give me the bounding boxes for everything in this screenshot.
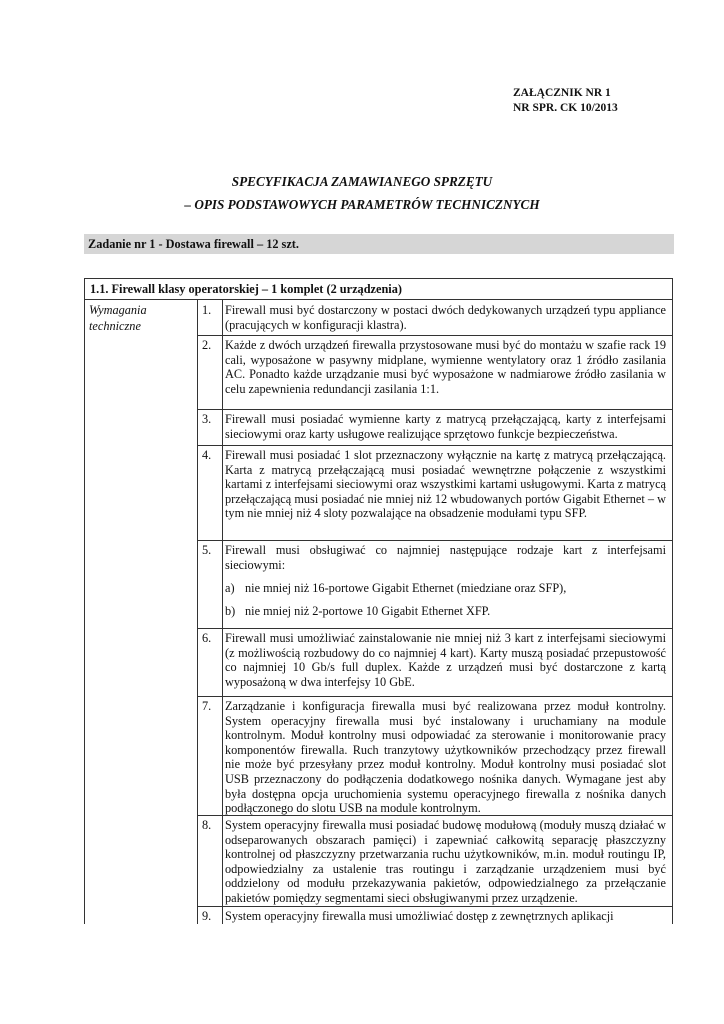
requirement-text: Każde z dwóch urządzeń firewalla przystosowane musi być do montażu w szafie rack 19 cali, wyposażone w pasywny midplane, wymienne wentylatory oraz 1 źródło zasilania AC. Ponadto każde urządzanie musi być wyposażone w nadmiarowe źródło zasilania w celu zapewnienia redundancji zasilania 1:1. [225,338,666,396]
requirement-text: Firewall musi być dostarczony w postaci dwóch dedykowanych urządzeń typu appliance (pracujących w konfiguracji klastra). [225,303,666,332]
requirements-label-line-1: Wymagania [89,303,147,317]
requirement-number: 7. [202,699,212,713]
task-heading: Zadanie nr 1 - Dostawa firewall – 12 szt. [84,234,674,254]
requirement-number: 2. [202,338,212,352]
spec-table-heading: 1.1. Firewall klasy operatorskiej – 1 komplet (2 urządzenia) [85,279,672,300]
requirement-item [198,448,672,521]
requirement-number: 6. [202,631,212,645]
subitem-text: nie mniej niż 2-portowe 10 Gigabit Ethernet XFP. [245,603,491,618]
requirement-item [198,303,672,332]
requirement-number: 5. [202,543,212,557]
title-line-1: SPECYFIKACJA ZAMAWIANEGO SPRZĘTU [231,174,493,189]
requirement-item [198,543,672,626]
subitem-marker: b) [225,603,236,618]
requirement-item [198,338,672,396]
attachment-number: ZAŁĄCZNIK NR 1 [513,87,611,99]
spec-table [84,278,673,924]
row-separator [198,815,672,816]
requirement-text: Firewall musi posiadać 1 slot przeznaczony wyłącznie na kartę z matrycą przełączającą. Karta z matrycą przełączającą musi posiadać wewnętrzne połączenie z wszystkimi kartami z interfejsami sieciowymi oraz wszystkimi kartami usługowymi. Karta z matrycą przełączającą musi posiadać nie mniej niż 12 wbudowanych portów Gigabit Ethernet – w tym nie mniej niż 4 sloty pozwalające na obsadzenie modułami typu SFP. [225,448,666,521]
requirement-item [198,699,672,816]
requirement-item [198,909,672,924]
requirement-subitem [225,604,666,619]
requirements-list [198,300,672,924]
requirement-text: Firewall musi posiadać wymienne karty z matrycą przełączającą, karty z interfejsami sieciowymi oraz karty usługowe realizujące sprzętowo funkcje bezpieczeństwa. [225,412,666,441]
requirement-text: System operacyjny firewalla musi umożliwiać dostęp z zewnętrznych aplikacji [225,909,614,923]
requirement-number: 9. [202,909,212,923]
document-title [0,170,724,216]
case-number: NR SPR. CK 10/2013 [513,101,618,114]
requirement-subitem [225,581,666,596]
subitem-marker: a) [225,581,235,596]
requirements-label-cell [85,300,198,924]
row-separator [198,445,672,446]
row-separator [198,335,672,336]
requirement-text: Firewall musi obsługiwać co najmniej następujące rodzaje kart z interfejsami sieciowymi: [225,543,666,572]
requirement-sublist [225,581,666,618]
row-separator [198,906,672,907]
requirement-item [198,412,672,441]
requirement-number: 1. [202,303,212,317]
requirement-text: Zarządzanie i konfiguracja firewalla musi być realizowana przez moduł kontrolny. System operacyjny firewalla musi być instalowany i uruchamiany na module kontrolnym. Moduł kontrolny musi odpowiadać za sterowanie i monitorowanie pracy komponentów firewalla. Ruch tranzytowy użytkowników przechodzący przez firewall nie może być przesyłany przez moduł kontrolny. Moduł kontrolny musi posiadać slot USB przeznaczony do podłączenia dodatkowego nośnika danych. Wymagane jest aby była dostępna opcja uruchomienia systemu operacyjnego firewalla z nośnika danych podłączonego do slotu USB na module kontrolnym. [225,699,666,816]
row-separator [198,696,672,697]
row-separator [198,409,672,410]
requirement-item [198,818,672,906]
requirement-number: 8. [202,818,212,832]
requirements-label-line-2: techniczne [89,319,141,333]
subitem-text: nie mniej niż 16-portowe Gigabit Ethernet (miedziane oraz SFP), [245,581,567,596]
attachment-header [513,86,618,115]
requirement-number: 3. [202,412,212,426]
requirement-number: 4. [202,448,212,462]
title-line-2: – OPIS PODSTAWOWYCH PARAMETRÓW TECHNICZNYCH [184,197,540,212]
row-separator [198,540,672,541]
requirement-text: Firewall musi umożliwiać zainstalowanie nie mniej niż 3 kart z interfejsami sieciowymi (z możliwością rozbudowy do co najmniej 4 kart). Karty muszą posiadać przepustowość co najmniej 10 Gb/s full duplex. Każde z urządzeń musi być dostarczone z kartą wyposażoną w dwa interfejsy 10 GbE. [225,631,666,689]
row-separator [198,628,672,629]
requirement-item [198,631,672,689]
requirement-text: System operacyjny firewalla musi posiadać budowę modułową (moduły muszą działać w odseparowanych obszarach pamięci) i zapewniać całkowitą separację płaszczyzny kontrolnej od płaszczyzny przetwarzania ruchu użytkowników, m.in. moduł routingu IP, odpowiedzialny za ustalenie tras routingu i zarządzanie urządzeniem musi być oddzielony od modułu przekazywania pakietów, odpowiedzialnego za przełączanie pakietów pomiędzy segmentami sieci obsługiwanymi przez urządzenie. [225,818,666,905]
